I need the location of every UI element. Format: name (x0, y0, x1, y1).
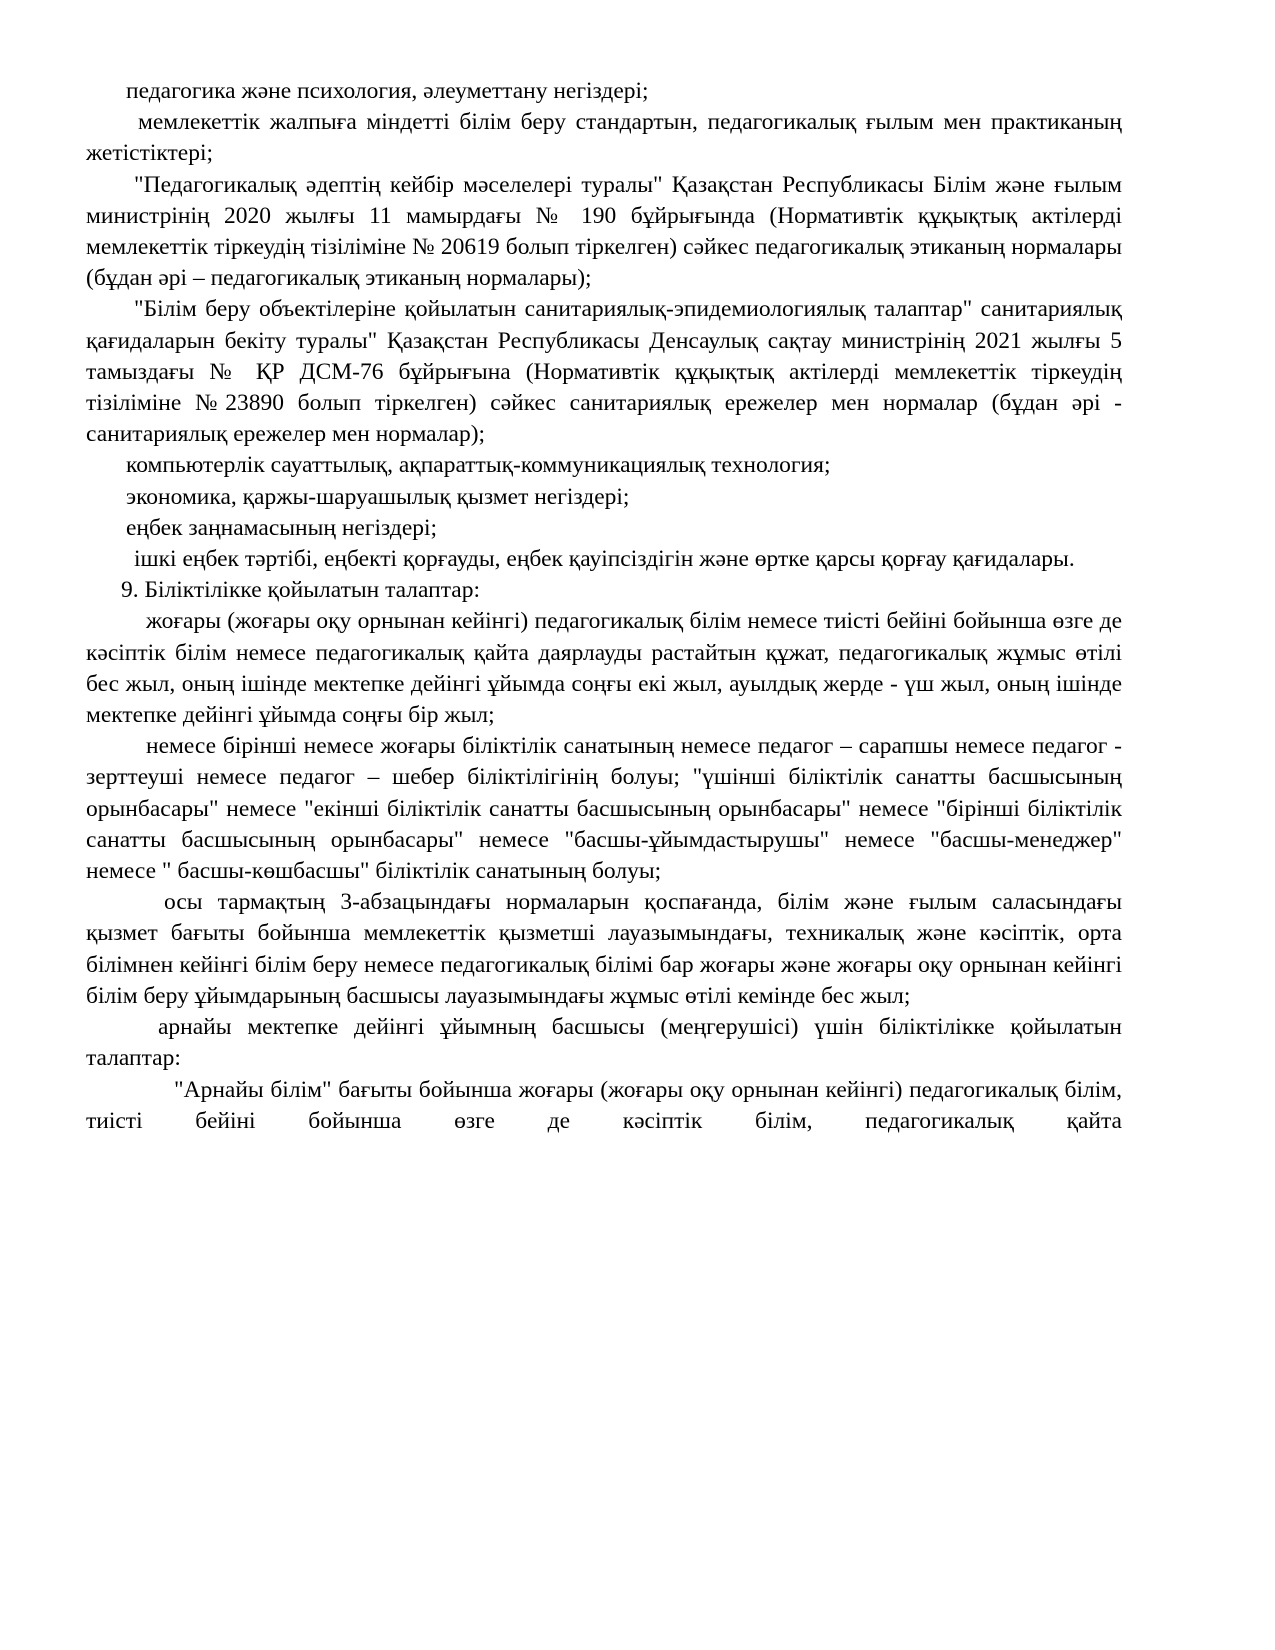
paragraph-qualification-category: немесе бірінші немесе жоғары біліктілік санатының немесе педагог – сарапшы немесе педагог - зерттеуші немесе педагог – шебер біліктілігінің болуы; "үшінші біліктілік санатты басшысының орынбасары" немесе "екінші біліктілік санатты басшысының орынбасары" немесе "бірінші біліктілік санатты басшысының орынбасары" немесе "басшы-ұйымдастырушы" немесе "басшы-менеджер" немесе " басшы-көшбасшы" біліктілік санатының болуы; (86, 733, 1122, 885)
section-heading-qualification-requirements: 9. Біліктілікке қойылатын талаптар: (121, 577, 480, 604)
paragraph-special-education: "Арнайы білім" бағыты бойынша жоғары (жоғары оқу орнынан кейінгі) педагогикалық білім, тиісті бейіні бойынша өзге де кәсіптік білім, педагогикалық қайта (86, 1076, 1122, 1134)
document-page (86, 76, 1122, 1137)
paragraph-sanitary-rules: "Білім беру объектілеріне қойылатын санитариялық-эпидемиологиялық талаптар" санитариялық қағидаларын бекіту туралы" Қазақстан Республикасы Денсаулық сақтау министрінің 2021 жылғы 5 тамыздағы № ҚР ДСМ-76 бұйрығына (Нормативтік құқықтық актілерді мемлекеттік тіркеудің тізіліміне №23890 болып тіркелген) сәйкес санитариялық ережелер мен нормалар (бұдан әрі - санитариялық ережелер мен нормалар); (86, 296, 1122, 448)
paragraph-pedagogical-ethics: "Педагогикалық әдептің кейбір мәселелері туралы" Қазақстан Республикасы Білім және ғылым министрінің 2020 жылғы 11 мамырдағы № 190 бұйрығында (Нормативтік құқықтық актілерді мемлекеттік тіркеудің тізіліміне № 20619 болып тіркелген) сәйкес педагогикалық этиканың нормалары (бұдан әрі – педагогикалық этиканың нормалары); (86, 171, 1122, 292)
paragraph-labor-law: еңбек заңнамасының негіздері; (126, 514, 438, 541)
paragraph-internal-rules: ішкі еңбек тәртібі, еңбекті қорғауды, еңбек қауіпсіздігін және өртке қарсы қорғау қағидалары. (134, 546, 1075, 573)
paragraph-economics: экономика, қаржы-шаруашылық қызмет негіздері; (126, 483, 630, 510)
paragraph-higher-education-requirement: жоғары (жоғары оқу орнынан кейінгі) педагогикалық білім немесе тиісті бейіні бойынша өзге де кәсіптік білім немесе педагогикалық қайта даярлауды растайтын құжат, педагогикалық жұмыс өтілі бес жыл, оның ішінде мектепке дейінгі ұйымда соңғы екі жыл, ауылдық жерде - үш жыл, оның ішінде мектепке дейінгі ұйымда соңғы бір жыл; (86, 608, 1122, 729)
paragraph-special-preschool-head: арнайы мектепке дейінгі ұйымның басшысы (меңгерушісі) үшін біліктілікке қойылатын талаптар: (86, 1014, 1122, 1072)
paragraph-state-standard: мемлекеттік жалпыға міндетті білім беру стандартын, педагогикалық ғылым мен практиканың жетістіктері; (86, 109, 1122, 167)
paragraph-pedagogy-psychology: педагогика және психология, әлеуметтану негіздері; (126, 78, 649, 104)
paragraph-work-experience-exception: осы тармақтың 3-абзацындағы нормаларын қоспағанда, білім және ғылым саласындағы қызмет бағыты бойынша мемлекеттік қызметші лауазымындағы, техникалық және кәсіптік, орта білімнен кейінгі білім беру немесе педагогикалық білімі бар жоғары және жоғары оқу орнынан кейінгі білім беру ұйымдарының басшысы лауазымындағы жұмыс өтілі кемінде бес жыл; (86, 889, 1122, 1009)
paragraph-computer-literacy: компьютерлік сауаттылық, ақпараттық-коммуникациялық технология; (126, 452, 831, 479)
